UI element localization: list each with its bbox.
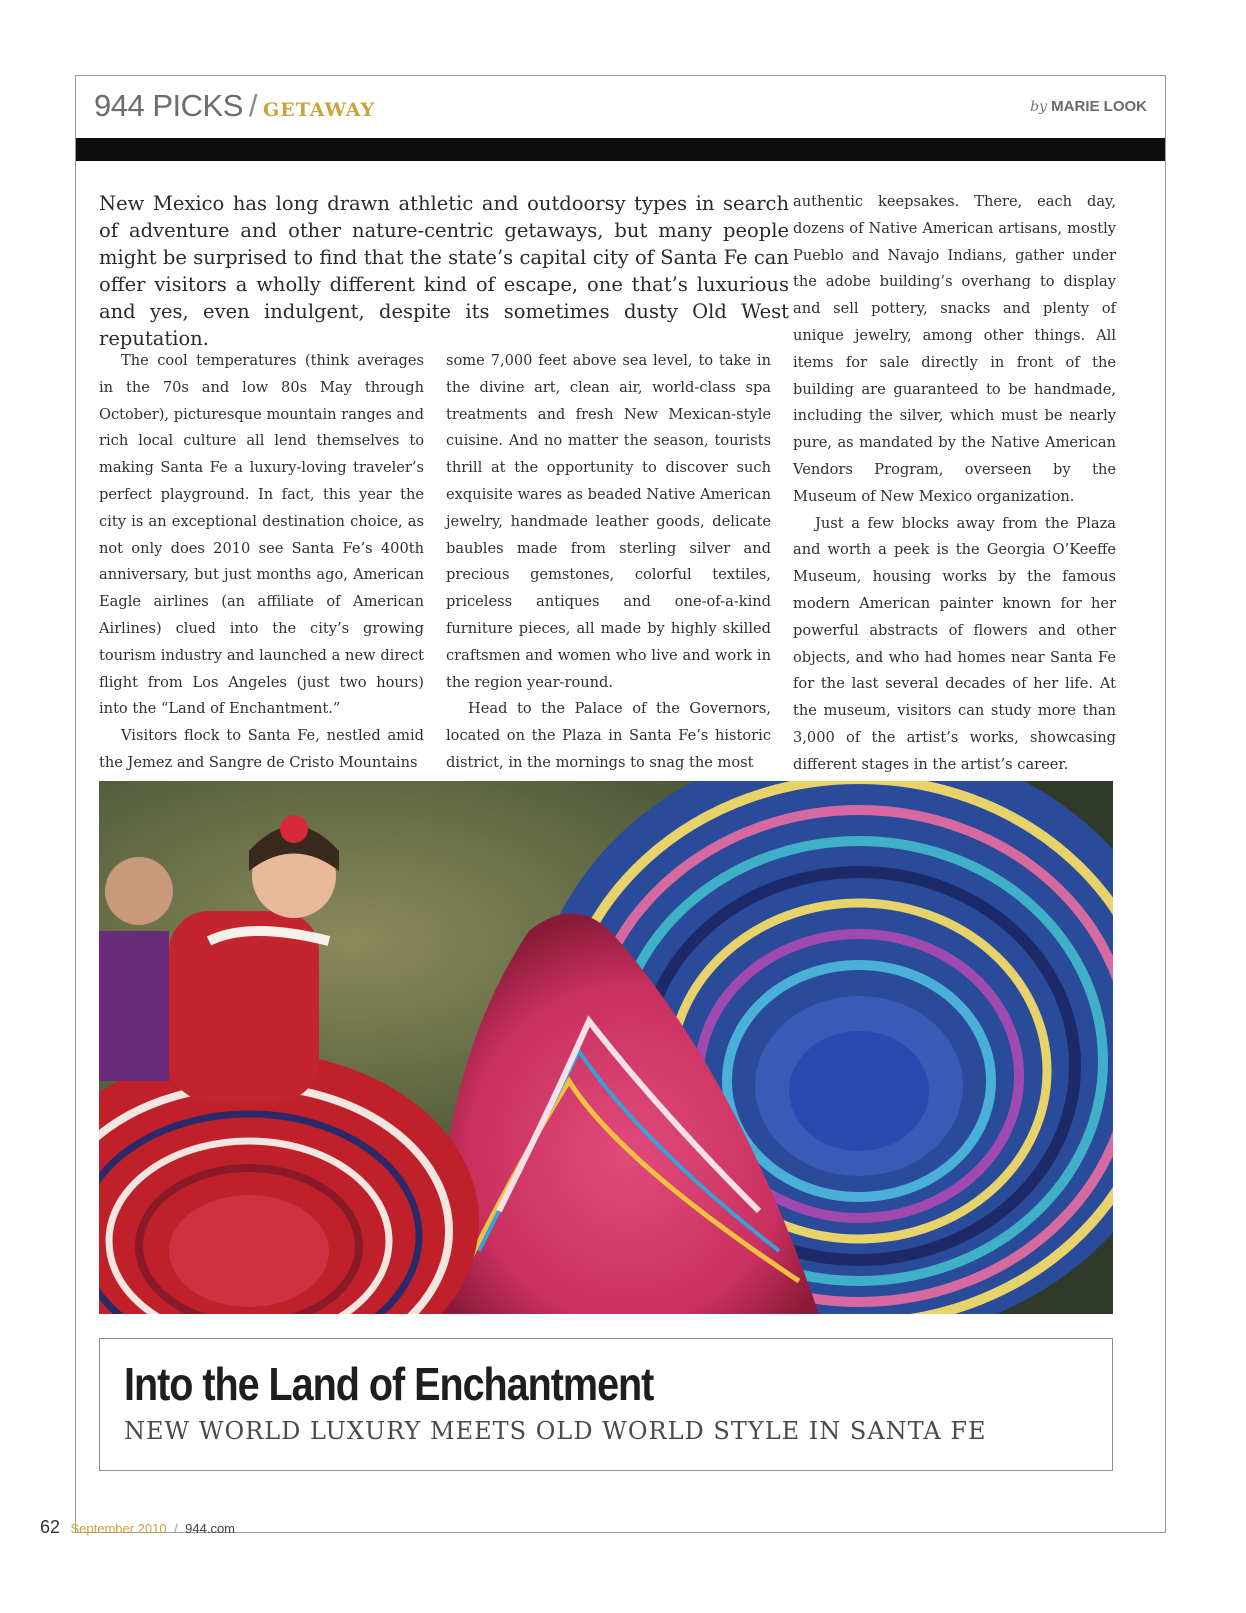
paragraph: Visitors flock to Santa Fe, nestled amid the Jemez and Sangre de Cristo Mountains <box>99 727 424 771</box>
paragraph: Head to the Palace of the Governors, located on the Plaza in Santa Fe’s historic district, in the mornings to snag the most <box>446 700 771 771</box>
paragraph: The cool temperatures (think averages in the 70s and low 80s May through October), picturesque mountain ranges and rich local culture all lend themselves to making Santa Fe a luxury-loving traveler’s perfect playground. In fact, this year the city is an exceptional destination choice, as not only does 2010 see Santa Fe’s 400th anniversary, but just months ago, American Eagle airlines (an affiliate of American Airlines) clued into the city’s growing tourism industry and launched a new direct flight from Los Angeles (just two hours) into the “Land of Enchantment.” <box>99 352 424 718</box>
folio-separator: / <box>174 1521 178 1536</box>
title-box <box>99 1338 1113 1471</box>
byline-prefix: by <box>1030 99 1047 115</box>
body-column-2 <box>446 348 771 777</box>
issue-date: September 2010 <box>70 1521 167 1536</box>
site-name: 944.com <box>185 1521 236 1536</box>
section-title <box>94 88 375 124</box>
byline <box>1030 98 1147 115</box>
article-headline: Into the Land of Enchantment <box>124 1358 654 1410</box>
page-header <box>94 88 1147 138</box>
section-name: 944 PICKS <box>94 88 243 123</box>
page-folio <box>40 1517 235 1538</box>
feature-photo-dancers <box>99 781 1113 1314</box>
header-divider-bar <box>76 138 1165 161</box>
article-subhead: NEW WORLD LUXURY MEETS OLD WORLD STYLE IN SANTA FE <box>124 1417 987 1445</box>
byline-author: MARIE LOOK <box>1051 98 1147 115</box>
body-column-3 <box>793 189 1116 779</box>
paragraph: some 7,000 feet above sea level, to take in the divine art, clean air, world-class spa treatments and fresh New Mexican-style cuisine. And no matter the season, tourists thrill at the opportunity to discover such exquisite wares as beaded Native American jewelry, handmade leather goods, delicate baubles made from sterling silver and precious gemstones, colorful textiles, priceless antiques and one-of-a-kind furniture pieces, all made by highly skilled craftsmen and women who live and work in the region year-round. <box>446 352 771 691</box>
lead-paragraph: New Mexico has long drawn athletic and outdoorsy types in search of adventure and other nature-centric getaways, but many people might be surprised to find that the state’s capital city of Santa Fe can offer visitors a wholly different kind of escape, one that’s luxurious and yes, even indulgent, despite its sometimes dusty Old West reputation. <box>99 192 789 350</box>
section-separator: / <box>248 88 257 123</box>
paragraph: Just a few blocks away from the Plaza and worth a peek is the Georgia O’Keeffe Museum, housing works by the famous modern American painter known for her powerful abstracts of flowers and other objects, and who had homes near Santa Fe for the last several decades of her life. At the museum, visitors can study more than 3,000 of the artist’s works, showcasing different stages in the artist’s career. <box>793 514 1116 773</box>
photo-illustration <box>99 781 1113 1314</box>
section-category: GETAWAY <box>263 99 376 121</box>
paragraph: authentic keepsakes. There, each day, dozens of Native American artisans, mostly Pueblo and Navajo Indians, gather under the adobe building’s overhang to display and sell pottery, snacks and plenty of unique jewelry, among other things. All items for sale directly in front of the building are guaranteed to be handmade, including the silver, which must be nearly pure, as mandated by the Native American Vendors Program, overseen by the Museum of New Mexico organization. <box>793 193 1116 505</box>
body-column-1 <box>99 348 424 777</box>
page-number: 62 <box>40 1517 61 1537</box>
article-frame <box>75 75 1166 1533</box>
